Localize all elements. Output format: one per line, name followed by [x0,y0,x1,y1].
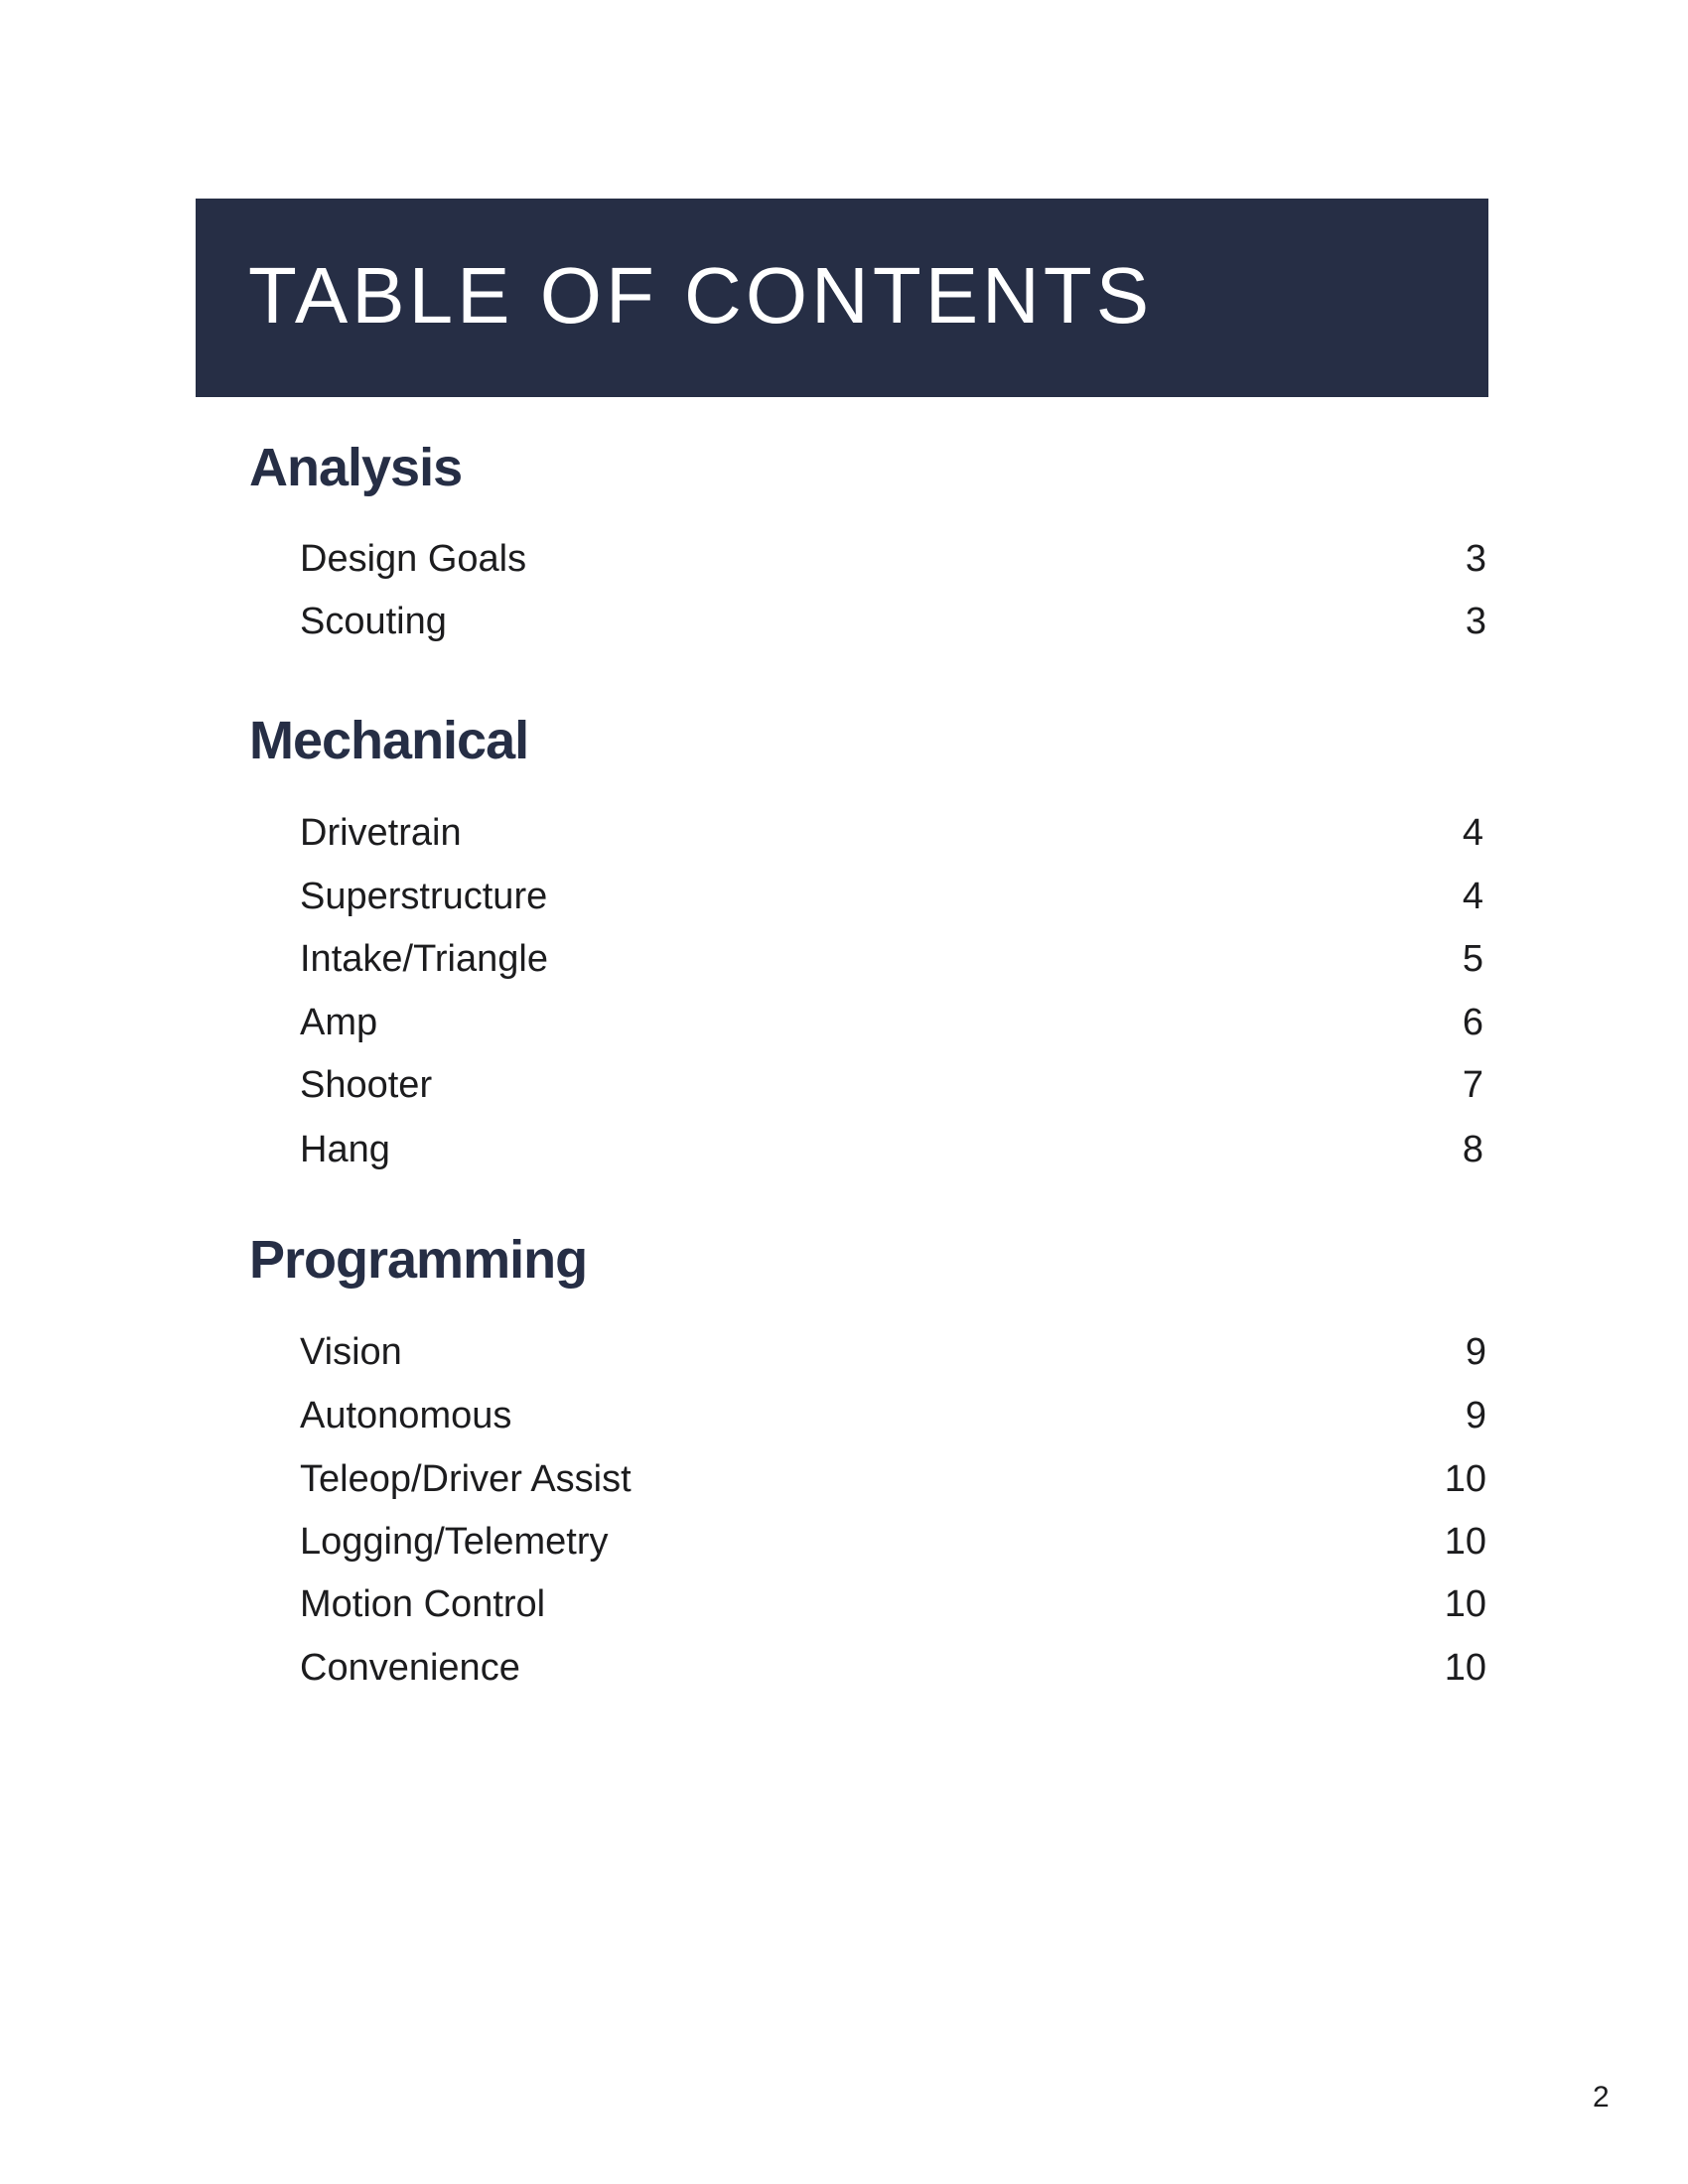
toc-entry[interactable] [300,940,1483,978]
toc-entry[interactable] [300,1649,1486,1687]
section-heading-analysis: Analysis [249,438,463,497]
toc-entry-label: Teleop/Driver Assist [300,1458,632,1500]
toc-entry-label: Superstructure [300,876,548,917]
toc-entry-label: Shooter [300,1064,433,1106]
toc-entry[interactable] [300,1333,1486,1371]
toc-entry[interactable] [300,1460,1486,1498]
toc-entry[interactable] [300,540,1486,578]
toc-entry-page: 10 [1444,1647,1486,1689]
toc-entry[interactable] [300,1397,1486,1434]
page-title: TABLE OF CONTENTS [248,251,1154,340]
toc-entry[interactable] [300,1066,1483,1104]
toc-entry-label: Drivetrain [300,812,462,854]
section-heading-programming: Programming [249,1230,588,1290]
toc-entry-page: 7 [1462,1064,1483,1106]
toc-entry-label: Motion Control [300,1583,546,1625]
toc-entry-page: 9 [1465,1395,1486,1436]
toc-entry-page: 4 [1462,812,1483,854]
toc-entry-page: 9 [1465,1331,1486,1373]
toc-entry[interactable] [300,603,1486,640]
toc-entry-label: Design Goals [300,538,527,580]
toc-entry-page: 10 [1444,1458,1486,1500]
toc-entry-label: Intake/Triangle [300,938,548,980]
toc-entry[interactable] [300,1131,1483,1168]
section-heading-mechanical: Mechanical [249,711,529,770]
toc-entry-page: 3 [1465,538,1486,580]
toc-entry[interactable] [300,878,1483,915]
toc-entry-label: Hang [300,1129,390,1170]
toc-entry-label: Convenience [300,1647,520,1689]
toc-entry[interactable] [300,1523,1486,1561]
toc-entry-label: Autonomous [300,1395,512,1436]
toc-entry-page: 4 [1462,876,1483,917]
toc-entry-label: Scouting [300,601,447,642]
toc-entry-page: 10 [1444,1583,1486,1625]
toc-entry-page: 6 [1462,1002,1483,1043]
toc-entry[interactable] [300,814,1483,852]
toc-entry-page: 5 [1462,938,1483,980]
toc-entry-page: 3 [1465,601,1486,642]
page-number: 2 [1593,2081,1610,2114]
toc-entry-label: Amp [300,1002,378,1043]
toc-entry[interactable] [300,1585,1486,1623]
toc-entry-page: 10 [1444,1521,1486,1563]
toc-entry[interactable] [300,1004,1483,1041]
toc-entry-page: 8 [1462,1129,1483,1170]
toc-entry-label: Vision [300,1331,402,1373]
toc-entry-label: Logging/Telemetry [300,1521,609,1563]
